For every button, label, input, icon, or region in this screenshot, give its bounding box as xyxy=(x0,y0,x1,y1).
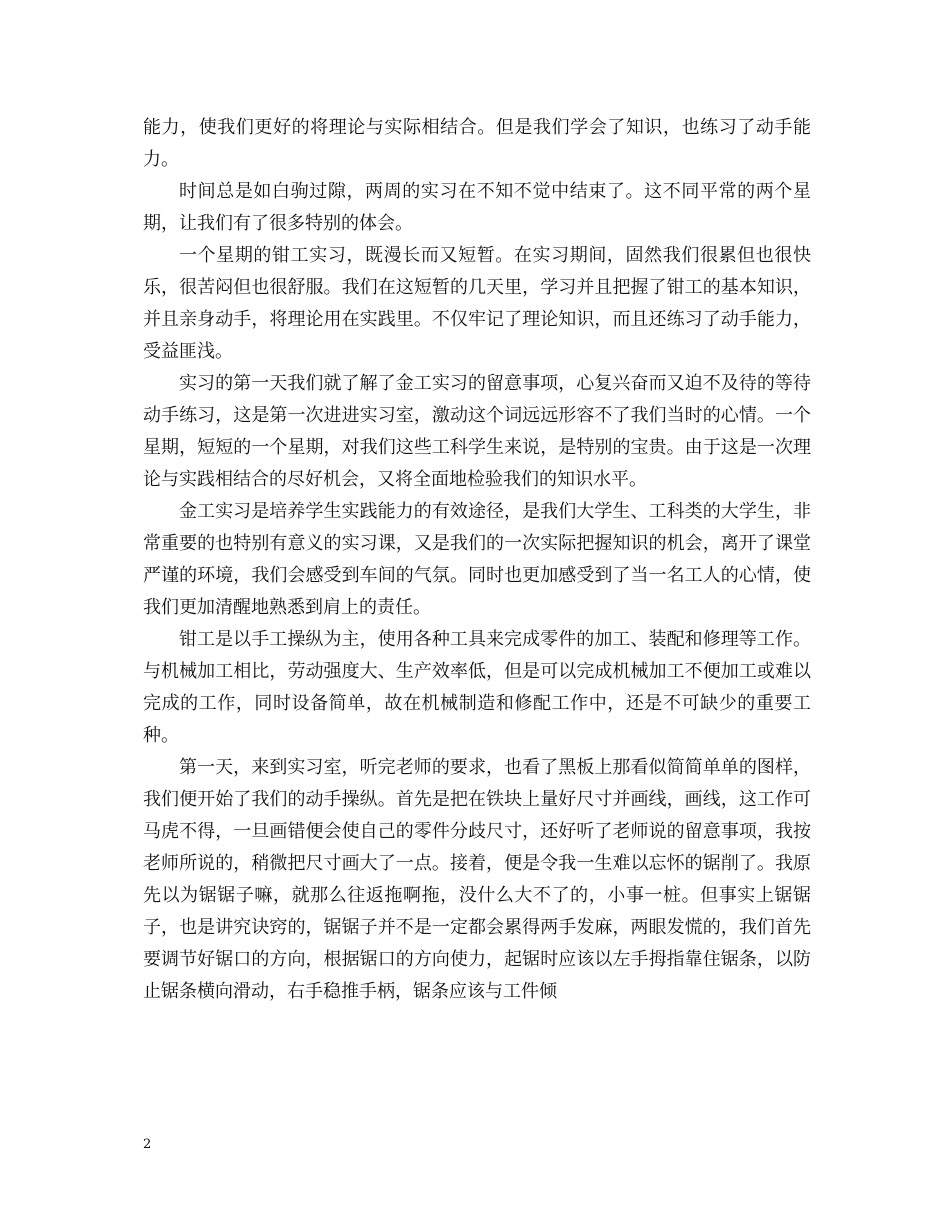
body-text xyxy=(143,112,811,1008)
paragraph: 金工实习是培养学生实践能力的有效途径，是我们大学生、工科类的大学生，非常重要的也特别有意义的实习课，又是我们的一次实际把握知识的机会，离开了课堂严谨的环境，我们会感受到车间的气氛。同时也更加感受到了当一名工人的心情，使我们更加清醒地熟悉到肩上的责任。 xyxy=(143,501,811,618)
page-number: 2 xyxy=(143,1137,152,1152)
paragraph: 钳工是以手工操纵为主，使用各种工具来完成零件的加工、装配和修理等工作。与机械加工相比，劳动强度大、生产效率低，但是可以完成机械加工不便加工或难以完成的工作，同时设备简单，故在机械制造和修配工作中，还是不可缺少的重要工种。 xyxy=(143,629,811,746)
paragraph: 实习的第一天我们就了解了金工实习的留意事项，心复兴奋而又迫不及待的等待动手练习，这是第一次进进实习室，激动这个词远远形容不了我们当时的心情。一个星期，短短的一个星期，对我们这些工科学生来说，是特别的宝贵。由于这是一次理论与实践相结合的尽好机会，又将全面地检验我们的知识水平。 xyxy=(143,373,811,490)
paragraph-continued: 能力，使我们更好的将理论与实际相结合。但是我们学会了知识，也练习了动手能力。 xyxy=(143,117,811,170)
paragraph: 第一天，来到实习室，听完老师的要求，也看了黑板上那看似简简单单的图样，我们便开始了我们的动手操纵。首先是把在铁块上量好尺寸并画线，画线，这工作可马虎不得，一旦画错便会使自己的零件分歧尺寸，还好听了老师说的留意事项，我按老师所说的，稍微把尺寸画大了一点。接着，便是令我一生难以忘怀的锯削了。我原先以为锯锯子嘛，就那么往返拖啊拖，没什么大不了的，小事一桩。但事实上锯锯子，也是讲究诀窍的，锯锯子并不是一定都会累得两手发麻，两眼发慌的，我们首先要调节好锯口的方向，根据锯口的方向使力，起锯时应该以左手拇指靠住锯条，以防止锯条横向滑动，右手稳推手柄，锯条应该与工件倾 xyxy=(143,757,811,1002)
paragraph: 一个星期的钳工实习，既漫长而又短暂。在实习期间，固然我们很累但也很快乐，很苦闷但也很舒服。我们在这短暂的几天里，学习并且把握了钳工的基本知识，并且亲身动手，将理论用在实践里。不仅牢记了理论知识，而且还练习了动手能力，受益匪浅。 xyxy=(143,245,811,362)
paragraph: 时间总是如白驹过隙，两周的实习在不知不觉中结束了。这不同平常的两个星期，让我们有了很多特别的体会。 xyxy=(143,181,811,234)
